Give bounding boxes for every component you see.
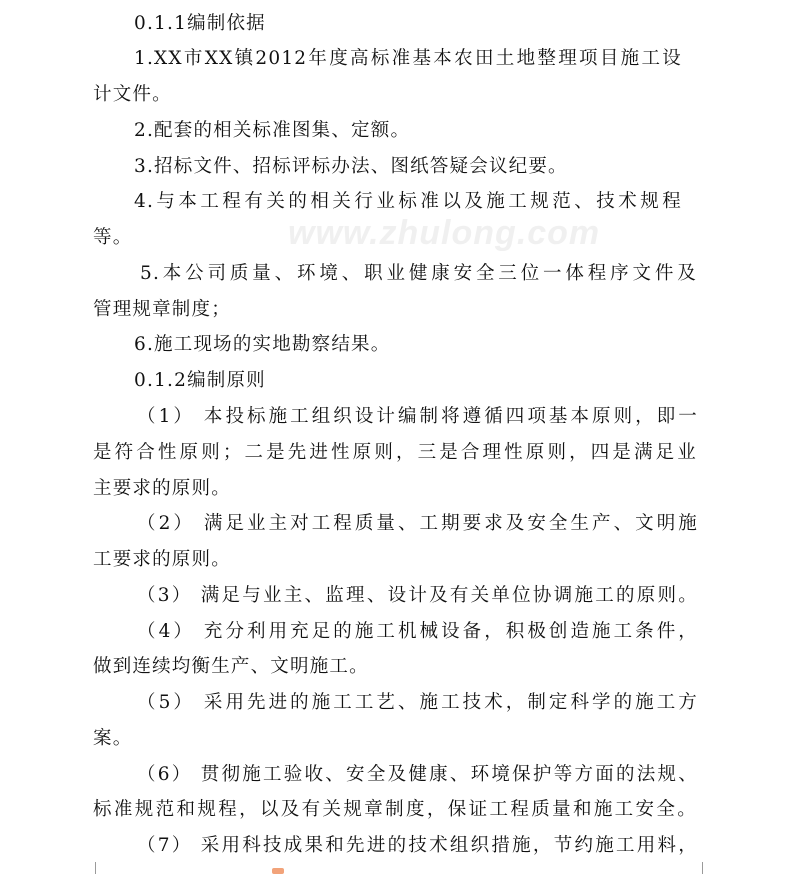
paragraph-line: 是符合性原则；二是先进性原则，三是合理性原则，四是满足业 (93, 442, 697, 463)
page-accent-mark (272, 868, 284, 874)
paragraph-line: 4.与本工程有关的相关行业标准以及施工规范、技术规程 (134, 191, 682, 212)
paragraph-line: （3） 满足与业主、监理、设计及有关单位协调施工的原则。 (137, 585, 698, 606)
paragraph-line: 3.招标文件、招标评标办法、图纸答疑会议纪要。 (134, 156, 568, 177)
margin-corner-mark-right (702, 862, 715, 874)
paragraph-line: 2.配套的相关标准图集、定额。 (134, 120, 411, 141)
watermark-text: www.zhulong.com (288, 214, 601, 252)
paragraph-line: 1.XX市XX镇2012年度高标准基本农田土地整理项目施工设 (134, 48, 682, 69)
paragraph-line: 计文件。 (93, 84, 172, 105)
section-heading-1: 0.1.1编制依据 (134, 13, 266, 34)
paragraph-line: 等。 (93, 227, 133, 248)
paragraph-line: （1） 本投标施工组织设计编制将遵循四项基本原则，即一 (137, 406, 698, 427)
section-heading-2: 0.1.2编制原则 (134, 370, 266, 391)
paragraph-line: 做到连续均衡生产、文明施工。 (93, 656, 369, 677)
paragraph-line: 管理规章制度； (93, 299, 231, 320)
paragraph-line: 5.本公司质量、环境、职业健康安全三位一体程序文件及 (140, 263, 697, 284)
paragraph-line: 标准规范和规程，以及有关规章制度，保证工程质量和施工安全。 (93, 799, 697, 820)
margin-corner-mark-left (83, 862, 96, 874)
paragraph-line: （7） 采用科技成果和先进的技术组织措施，节约施工用料， (137, 835, 698, 856)
paragraph-line: （2） 满足业主对工程质量、工期要求及安全生产、文明施 (137, 513, 698, 534)
paragraph-line: 工要求的原则。 (93, 549, 231, 570)
paragraph-line: （5） 采用先进的施工工艺、施工技术，制定科学的施工方 (137, 692, 698, 713)
paragraph-line: （4） 充分利用充足的施工机械设备，积极创造施工条件， (137, 621, 698, 642)
paragraph-line: 6.施工现场的实地勘察结果。 (134, 334, 391, 355)
paragraph-line: 主要求的原则。 (93, 478, 231, 499)
paragraph-line: （6） 贯彻施工验收、安全及健康、环境保护等方面的法规、 (137, 764, 698, 785)
paragraph-line: 案。 (93, 728, 133, 749)
